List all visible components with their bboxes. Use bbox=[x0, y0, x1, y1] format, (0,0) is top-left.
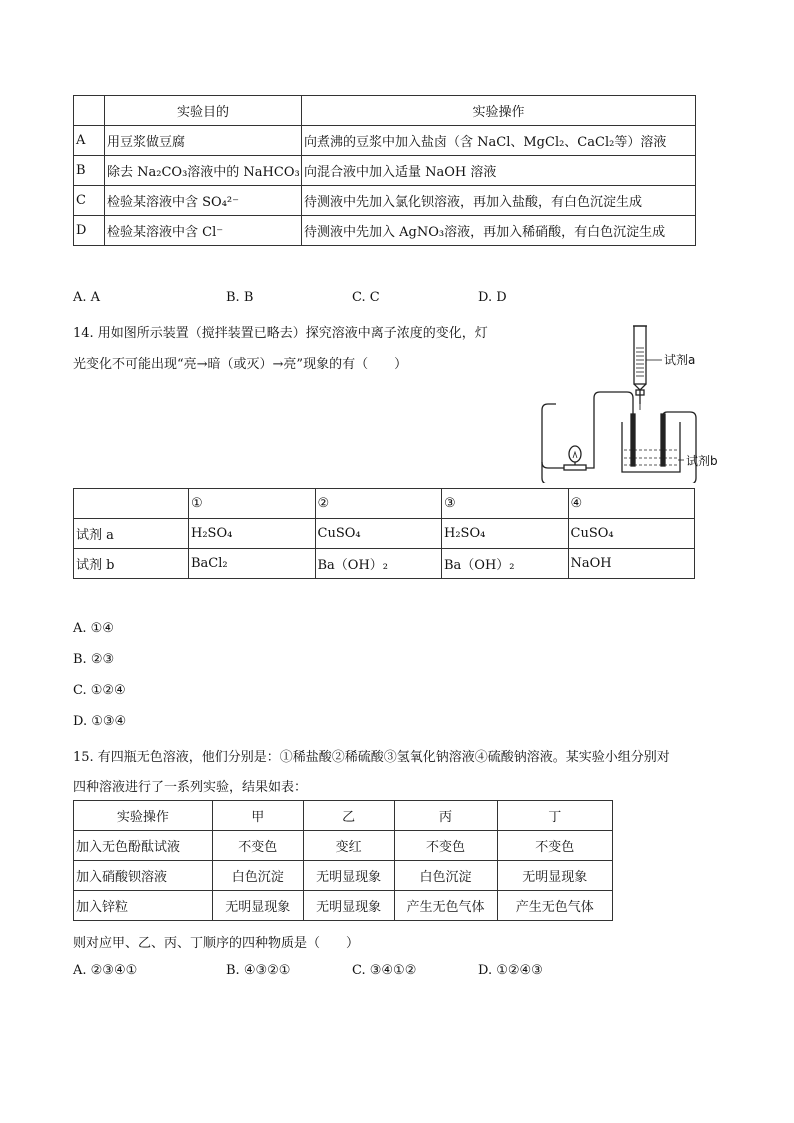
purpose-cell: 检验某溶液中含 Cl⁻ bbox=[105, 216, 302, 246]
header-cell bbox=[74, 96, 105, 126]
option-letter: A bbox=[74, 126, 105, 156]
table-cell: 白色沉淀 bbox=[394, 861, 497, 891]
table-cell: CuSO₄ bbox=[568, 519, 695, 549]
q13-table bbox=[73, 95, 696, 246]
header-cell: 实验操作 bbox=[302, 96, 696, 126]
table-row bbox=[74, 519, 695, 549]
q13-options bbox=[73, 290, 533, 308]
table-cell: 无明显现象 bbox=[303, 891, 394, 921]
table-header-row bbox=[74, 489, 695, 519]
table-header-row bbox=[74, 96, 696, 126]
row-label: 加入硝酸钡溶液 bbox=[74, 861, 213, 891]
electrode-left bbox=[631, 414, 635, 466]
header-cell: ① bbox=[189, 489, 316, 519]
table-row bbox=[74, 186, 696, 216]
table-row bbox=[74, 861, 613, 891]
header-cell: 丙 bbox=[394, 801, 497, 831]
table-cell: 变红 bbox=[303, 831, 394, 861]
header-cell: 甲 bbox=[212, 801, 303, 831]
row-label: 加入无色酚酞试液 bbox=[74, 831, 213, 861]
q15-options bbox=[73, 963, 593, 981]
q14-option-a[interactable]: A. ①④ bbox=[73, 621, 114, 636]
table-row bbox=[74, 891, 613, 921]
row-label: 试剂 b bbox=[74, 549, 189, 579]
option-c[interactable]: C. C bbox=[352, 290, 380, 305]
electrode-right bbox=[661, 414, 665, 466]
q15-table bbox=[73, 800, 613, 921]
header-cell bbox=[74, 489, 189, 519]
q14-option-c[interactable]: C. ①②④ bbox=[73, 683, 126, 698]
header-cell: ③ bbox=[442, 489, 569, 519]
operation-cell: 向煮沸的豆浆中加入盐卤（含 NaCl、MgCl₂、CaCl₂等）溶液 bbox=[302, 126, 696, 156]
option-a[interactable]: A. A bbox=[73, 290, 101, 305]
header-cell: 实验目的 bbox=[105, 96, 302, 126]
table-row bbox=[74, 216, 696, 246]
option-b[interactable]: B. ④③②① bbox=[226, 963, 291, 978]
option-d[interactable]: D. D bbox=[478, 290, 507, 305]
q15-stem-line1: 15. 有四瓶无色溶液，他们分别是：①稀盐酸②稀硫酸③氢氧化钠溶液④硫酸钠溶液。某实验小组分别对 bbox=[73, 750, 670, 765]
conductivity-apparatus-diagram bbox=[530, 318, 730, 483]
row-label: 加入锌粒 bbox=[74, 891, 213, 921]
table-cell: 不变色 bbox=[497, 831, 612, 861]
operation-cell: 待测液中先加入 AgNO₃溶液，再加入稀硝酸，有白色沉淀生成 bbox=[302, 216, 696, 246]
table-cell: Ba（OH）₂ bbox=[442, 549, 569, 579]
header-cell: 实验操作 bbox=[74, 801, 213, 831]
q14-table bbox=[73, 488, 695, 579]
option-b[interactable]: B. B bbox=[226, 290, 254, 305]
reagent-b-label: 试剂b bbox=[686, 454, 718, 468]
table-row bbox=[74, 549, 695, 579]
header-cell: ② bbox=[315, 489, 442, 519]
table-cell: BaCl₂ bbox=[189, 549, 316, 579]
q14-option-d[interactable]: D. ①③④ bbox=[73, 714, 127, 729]
table-cell: 产生无色气体 bbox=[497, 891, 612, 921]
table-cell: NaOH bbox=[568, 549, 695, 579]
purpose-cell: 检验某溶液中含 SO₄²⁻ bbox=[105, 186, 302, 216]
table-header-row bbox=[74, 801, 613, 831]
table-cell: CuSO₄ bbox=[315, 519, 442, 549]
table-row bbox=[74, 126, 696, 156]
table-cell: H₂SO₄ bbox=[442, 519, 569, 549]
table-cell: 白色沉淀 bbox=[212, 861, 303, 891]
option-letter: C bbox=[74, 186, 105, 216]
purpose-cell: 除去 Na₂CO₃溶液中的 NaHCO₃ bbox=[105, 156, 302, 186]
table-cell: H₂SO₄ bbox=[189, 519, 316, 549]
operation-cell: 待测液中先加入氯化钡溶液，再加入盐酸，有白色沉淀生成 bbox=[302, 186, 696, 216]
header-cell: 乙 bbox=[303, 801, 394, 831]
q14-stem-line2: 光变化不可能出现“亮→暗（或灭）→亮”现象的有（ ） bbox=[73, 357, 408, 372]
table-cell: Ba（OH）₂ bbox=[315, 549, 442, 579]
q14-option-b[interactable]: B. ②③ bbox=[73, 652, 115, 667]
option-letter: B bbox=[74, 156, 105, 186]
operation-cell: 向混合液中加入适量 NaOH 溶液 bbox=[302, 156, 696, 186]
lamp-base bbox=[564, 465, 586, 470]
table-cell: 无明显现象 bbox=[212, 891, 303, 921]
table-cell: 不变色 bbox=[212, 831, 303, 861]
table-row bbox=[74, 156, 696, 186]
purpose-cell: 用豆浆做豆腐 bbox=[105, 126, 302, 156]
table-cell: 无明显现象 bbox=[303, 861, 394, 891]
header-cell: ④ bbox=[568, 489, 695, 519]
q14-stem-line1: 14. 用如图所示装置（搅拌装置已略去）探究溶液中离子浓度的变化，灯 bbox=[73, 326, 488, 341]
header-cell: 丁 bbox=[497, 801, 612, 831]
table-cell: 不变色 bbox=[394, 831, 497, 861]
table-cell: 产生无色气体 bbox=[394, 891, 497, 921]
burette-icon bbox=[634, 326, 646, 384]
option-d[interactable]: D. ①②④③ bbox=[478, 963, 543, 978]
reagent-a-label: 试剂a bbox=[664, 353, 696, 367]
q15-stem-line2: 四种溶液进行了一系列实验，结果如表： bbox=[73, 780, 308, 795]
table-cell: 无明显现象 bbox=[497, 861, 612, 891]
light-bulb-icon bbox=[569, 446, 581, 462]
q15-question: 则对应甲、乙、丙、丁顺序的四种物质是（ ） bbox=[73, 936, 360, 951]
option-c[interactable]: C. ③④①② bbox=[352, 963, 417, 978]
table-row bbox=[74, 831, 613, 861]
row-label: 试剂 a bbox=[74, 519, 189, 549]
option-letter: D bbox=[74, 216, 105, 246]
option-a[interactable]: A. ②③④① bbox=[73, 963, 138, 978]
